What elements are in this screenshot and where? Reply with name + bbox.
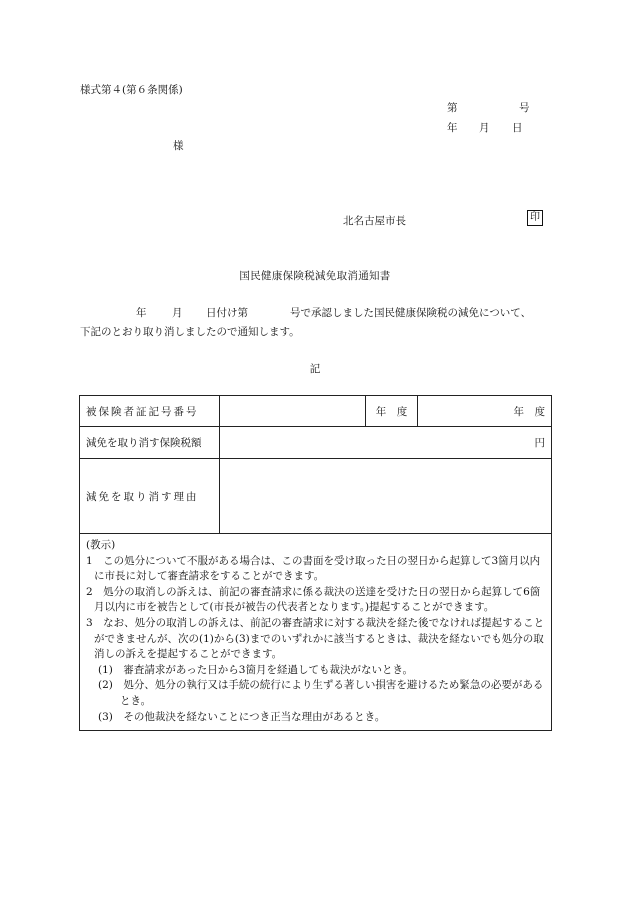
instructions-heading: (教示) [86, 539, 116, 551]
body-text-line-1 [80, 305, 531, 320]
table-row [80, 427, 552, 459]
fiscal-year-field[interactable]: 年 度 [418, 396, 552, 427]
seal-mark: 印 [527, 210, 543, 226]
instruction-item-2: 2 処分の取消しの訴えは、前記の審査請求に係る裁決の送達を受けた日の翌日から起算して6箇月以内に市を被告として(市長が被告の代表者となります。)提起することができます。 [86, 585, 541, 614]
table-row [80, 534, 552, 731]
number-prefix: 第 [447, 102, 458, 114]
date-day: 日 [512, 122, 523, 134]
cancel-reason-field[interactable] [220, 459, 552, 534]
fiscal-year-label: 年 度 [366, 396, 418, 427]
ki-marker: 記 [309, 363, 321, 375]
details-table [79, 395, 552, 731]
table-row [80, 396, 552, 427]
date-month: 月 [479, 122, 490, 134]
instruction-item-3: 3 なお、処分の取消しの訴えは、前記の審査請求に対する裁決を経た後でなければ提起することができませんが、次の(1)から(3)までのいずれかに該当するときは、裁決を経ないでも処分の取消しの訴えを提起することができます。 [86, 616, 545, 661]
document-number [447, 100, 530, 115]
date-year: 年 [447, 122, 458, 134]
addressee-honorific: 様 [173, 140, 184, 152]
form-number-label: 様式第４(第６条関係) [80, 84, 183, 96]
instruction-sub-1: (1) 審査請求があった日から3箇月を経過しても裁決がないとき。 [98, 663, 414, 676]
appeal-instructions [80, 534, 552, 731]
cancel-amount-label: 減免を取り消す保険税額 [80, 427, 220, 459]
instruction-sub-3: (3) その他裁決を経ないことにつき正当な理由があるとき。 [98, 710, 386, 723]
number-suffix: 号 [519, 102, 530, 114]
cancel-amount-field[interactable]: 円 [220, 427, 552, 459]
cancel-reason-label: 減免を取り消す理由 [80, 459, 220, 534]
instruction-sub-2: (2) 処分、処分の執行又は手続の続行により生ずる著しい損害を避けるため緊急の必要があるとき。 [98, 679, 544, 707]
issue-date [447, 120, 523, 135]
document-title: 国民健康保険税減免取消通知書 [239, 270, 391, 282]
insurance-card-number-field[interactable] [220, 396, 366, 427]
body-text-line-2: 下記のとおり取り消しましたので通知します。 [80, 326, 300, 338]
body-approval-text: 号で承認しました国民健康保険税の減免について、 [290, 307, 532, 319]
insurance-card-number-label: 被保険者証記号番号 [80, 396, 220, 427]
body-year: 年 [136, 307, 147, 319]
table-row [80, 459, 552, 534]
issuer-name: 北名古屋市長 [343, 215, 406, 227]
instruction-item-1: 1 この処分について不服がある場合は、この書面を受け取った日の翌日から起算して3箇月以内に市長に対して審査請求をすることができます。 [86, 554, 541, 583]
body-month: 月 [172, 307, 183, 319]
body-dated-number: 日付け第 [206, 307, 248, 319]
